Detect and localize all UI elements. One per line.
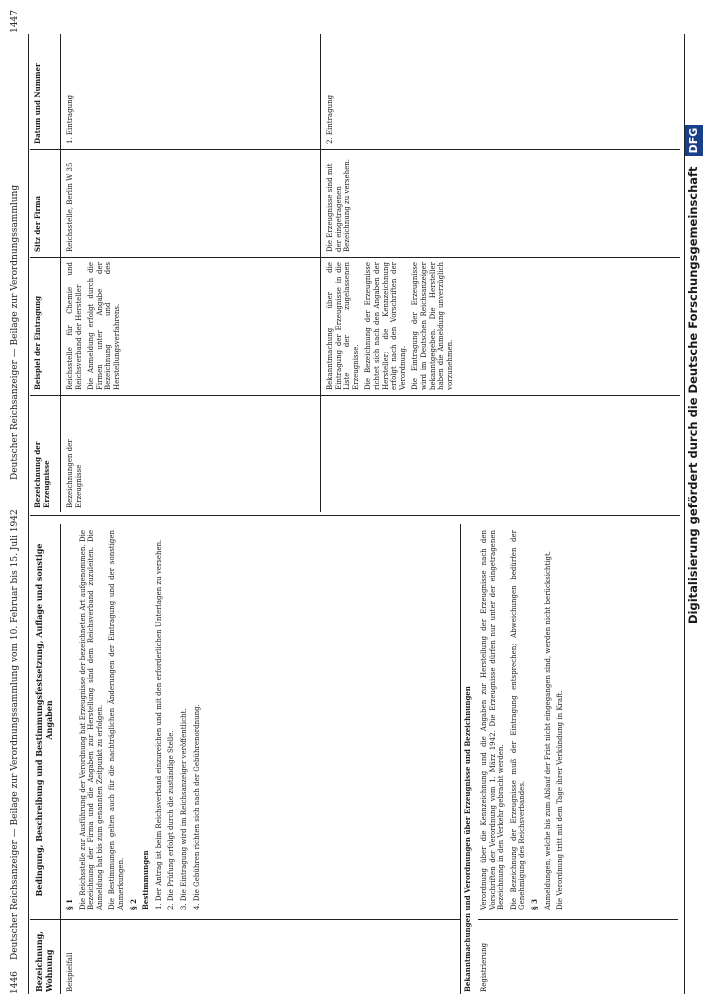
left-column-head-1: Bezeichnung, Wohnung: [34, 930, 54, 992]
entry-7: Die Eintragung der Erzeugnisse wird im Deutschen Reichsanzeiger bekanntgegeben. Die Hersteller haben die Anmeldung unverzüglich vorzunehmen.: [411, 262, 454, 390]
left-label-b: Registrierung: [480, 942, 488, 992]
paragraph-6: Anmeldungen, welche bis zum Ablauf der Frist nicht eingegangen sind, werden nicht berücksichtigt.: [543, 550, 552, 910]
page-number-left: 1446: [10, 971, 20, 994]
page-header: [10, 0, 24, 1000]
left-head-rule: [60, 524, 61, 994]
dfg-logo: DFG: [685, 125, 703, 157]
page-number-right: 1447: [10, 10, 20, 33]
header-rule: [28, 34, 29, 994]
section-1: § 1: [65, 899, 74, 910]
right-mid-rule: [320, 34, 321, 512]
section-2: § 2: [128, 899, 138, 910]
center-gutter: [30, 515, 680, 516]
right-entry-9: Die Erzeugnisse sind mit der eingetragenen Bezeichnung zu versehen.: [326, 159, 352, 252]
paragraph-7: Die Verordnung tritt mit dem Tage ihrer Verkündung in Kraft.: [556, 690, 565, 910]
right-entry-block-2: [326, 262, 676, 390]
section-3: § 3: [529, 899, 539, 910]
right-head-4: Datum und Nummer: [33, 63, 42, 144]
right-entry-block-1: [66, 262, 306, 390]
left-column-divider: [30, 919, 460, 920]
left-column-head-2: Bedingung, Beschreibung und Bestimmungsfestsetzung, Auflage und sonstige Angaben: [34, 543, 54, 897]
right-col-divider-3: [30, 149, 680, 150]
header-title-left: Deutscher Reichsanzeiger — Beilage zur Verordnungssammlung vom 10. Februar bis 15. Juli 1942: [10, 509, 20, 960]
left-section-rule: [460, 524, 461, 994]
right-left-column-head: Bezeichnungen der Erzeugnisse: [66, 439, 83, 508]
entry-5: Bekanntmachung über die Eintragung der Erzeugnisse in die Liste der zugelassenen Erzeugnisse.: [326, 262, 360, 390]
paragraph-1: Die Reichsstelle zur Ausführung der Verordnung hat Erzeugnisse der bezeichneten Art aufgenommen. Die Bezeichnung der Firma und die Angaben zur Herstellung sind dem Reichsverband zuzuleiten. Die Anmeldung hat bis zum genannten Zeitpunkt zu erfolgen.: [78, 530, 104, 910]
paragraph-3: Bestimmungen: [141, 850, 151, 910]
left-main-text: [66, 530, 446, 910]
right-entry-number-2: 2. Eintragung: [326, 94, 334, 144]
left-lower-text: [480, 530, 680, 910]
left-lower-divider: [478, 919, 678, 920]
list-item: 2. Die Prüfung erfolgt durch die zuständige Stelle.: [167, 730, 176, 910]
list-item: 3. Die Eintragung wird im Reichsanzeiger veröffentlicht.: [179, 708, 188, 910]
dfg-stamp-text: Digitalisierung gefördert durch die Deutsche Forschungsgemeinschaft: [686, 166, 700, 624]
list-item: 4. Die Gebühren richten sich nach der Gebührenordnung.: [192, 704, 201, 910]
right-head-2: Beispiel der Eintragung: [33, 295, 42, 390]
right-head-1: Bezeichnung der Erzeugnisse: [33, 441, 51, 508]
paragraph-4: Verordnung über die Kennzeichnung und die Angaben zur Herstellung der Erzeugnisse nach den Vorschriften der Verordnung vom 1. März 1942. Die Erzeugnisse dürfen nur unter der eingetragenen Bezeichnung in den Verkehr gebracht werden.: [480, 530, 506, 910]
paragraph-5: Die Bezeichnung der Erzeugnisse muß der Eintragung entsprechen; Abweichungen bedürfen der Genehmigung des Reichsverbandes.: [509, 530, 527, 910]
entry-2: Die Anmeldung erfolgt durch die Firmen unter Angabe der Bezeichnung und des Herstellungsverfahrens.: [87, 262, 121, 390]
paragraph-2: Die Bestimmungen gelten auch für die nachträglichen Änderungen der Eintragung und der sonstigen Anmerkungen.: [108, 530, 125, 910]
right-entry-number: 1. Eintragung: [66, 94, 74, 144]
left-divider-label: Bekanntmachungen und Verordnungen über Erzeugnisse und Bezeichnungen: [463, 686, 472, 992]
list-item: 1. Der Antrag ist beim Reichsverband einzureichen und mit den erforderlichen Unterlagen zu versehen.: [154, 539, 163, 910]
left-label-a: Beispielfall: [66, 952, 74, 992]
dfg-stamp: [684, 24, 702, 624]
right-col-divider-2: [30, 257, 680, 258]
right-entry-seat: Reichsstelle, Berlin W 35: [66, 162, 74, 252]
header-title-right: Deutscher Reichsanzeiger — Beilage zur Verordnungssammlung: [10, 184, 20, 480]
entry-1: Reichsstelle für Chemie und Reichsverband der Hersteller: [66, 262, 83, 390]
right-head-3: Sitz der Firma: [33, 195, 42, 252]
right-col-divider-1: [30, 395, 680, 396]
right-head-rule: [60, 34, 61, 512]
entry-6: Die Bezeichnung der Erzeugnisse richtet sich nach den Angaben der Hersteller; die Kennzeichnung erfolgt nach den Vorschriften der Verordnung.: [364, 262, 407, 390]
